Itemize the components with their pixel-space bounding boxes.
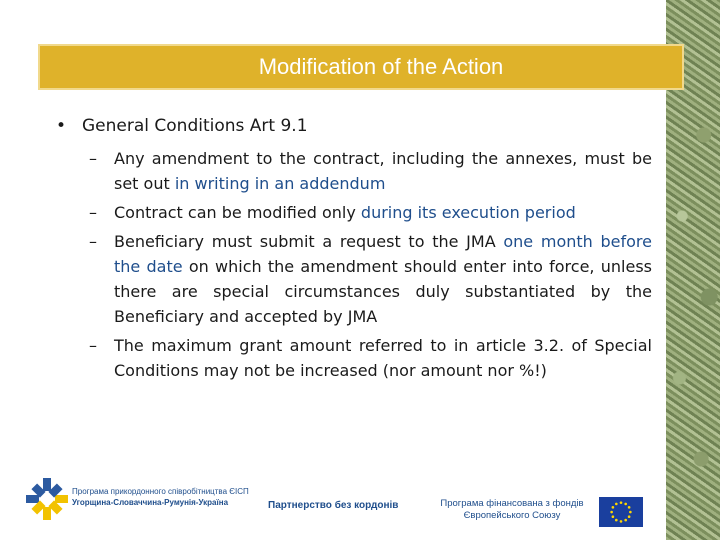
dash-icon: – — [89, 232, 97, 251]
eu-star-icon — [624, 519, 627, 522]
funding-line2: Європейського Союзу — [463, 510, 561, 521]
eu-star-icon — [620, 501, 623, 504]
slide-content — [56, 112, 652, 387]
highlighted-text: in writing in an addendum — [174, 174, 386, 193]
sub-bullet-text — [114, 229, 652, 329]
body-text: Contract can be modified only — [114, 203, 361, 222]
highlighted-text: during its execution period — [360, 203, 576, 222]
eu-star-icon — [620, 520, 623, 523]
programme-line1: Програма прикордонного співробітництва ЄІСП — [72, 487, 249, 496]
eu-funding-text — [432, 498, 592, 522]
eu-star-icon — [612, 515, 615, 518]
dash-icon: – — [89, 203, 97, 222]
eu-star-icon — [628, 515, 631, 518]
sub-bullet-text — [114, 333, 652, 383]
sub-bullet-item — [56, 333, 652, 383]
programme-line2: Угорщина-Словаччина-Румунія-Україна — [72, 498, 229, 507]
eu-star-icon — [610, 511, 613, 514]
bullet-dot-icon: • — [56, 116, 67, 136]
sub-bullet-list — [56, 146, 652, 383]
sub-bullet-text — [114, 200, 652, 225]
funding-line1: Програма фінансована з фондів — [440, 498, 584, 509]
eu-star-icon — [615, 519, 618, 522]
eu-flag-icon — [598, 496, 644, 528]
sub-bullet-text — [114, 146, 652, 196]
main-bullet — [56, 112, 652, 140]
partnership-slogan: Партнерство без кордонів — [268, 500, 399, 511]
body-text: The maximum grant amount referred to in article 3.2. of Special Conditions may not be increased (nor amount nor %!) — [114, 336, 652, 380]
sub-bullet-item — [56, 146, 652, 196]
title-bar — [38, 44, 684, 90]
footer-logos — [0, 468, 666, 540]
eu-star-icon — [612, 506, 615, 509]
dash-icon: – — [89, 149, 97, 168]
sub-bullet-item — [56, 229, 652, 329]
slide-title: Modification of the Action — [258, 54, 504, 79]
programme-star-logo-icon — [24, 476, 70, 522]
eu-star-icon — [629, 511, 632, 514]
dash-icon: – — [89, 336, 97, 355]
main-bullet-text: General Conditions Art 9.1 — [82, 116, 308, 136]
body-text: on which the amendment should enter into force, unless there are special circumstances duly substantiated by the Beneficiary and accepted by JMA — [114, 257, 652, 326]
sub-bullet-item — [56, 200, 652, 225]
body-text: Any amendment to the contract, including the annexes, must be set out — [114, 149, 652, 193]
eu-star-icon — [628, 506, 631, 509]
eu-star-icon — [615, 503, 618, 506]
body-text: Beneficiary must submit a request to the JMA — [114, 232, 504, 251]
programme-name — [72, 486, 249, 508]
eu-star-icon — [624, 503, 627, 506]
highlighted-text: one month before the date — [114, 232, 652, 276]
